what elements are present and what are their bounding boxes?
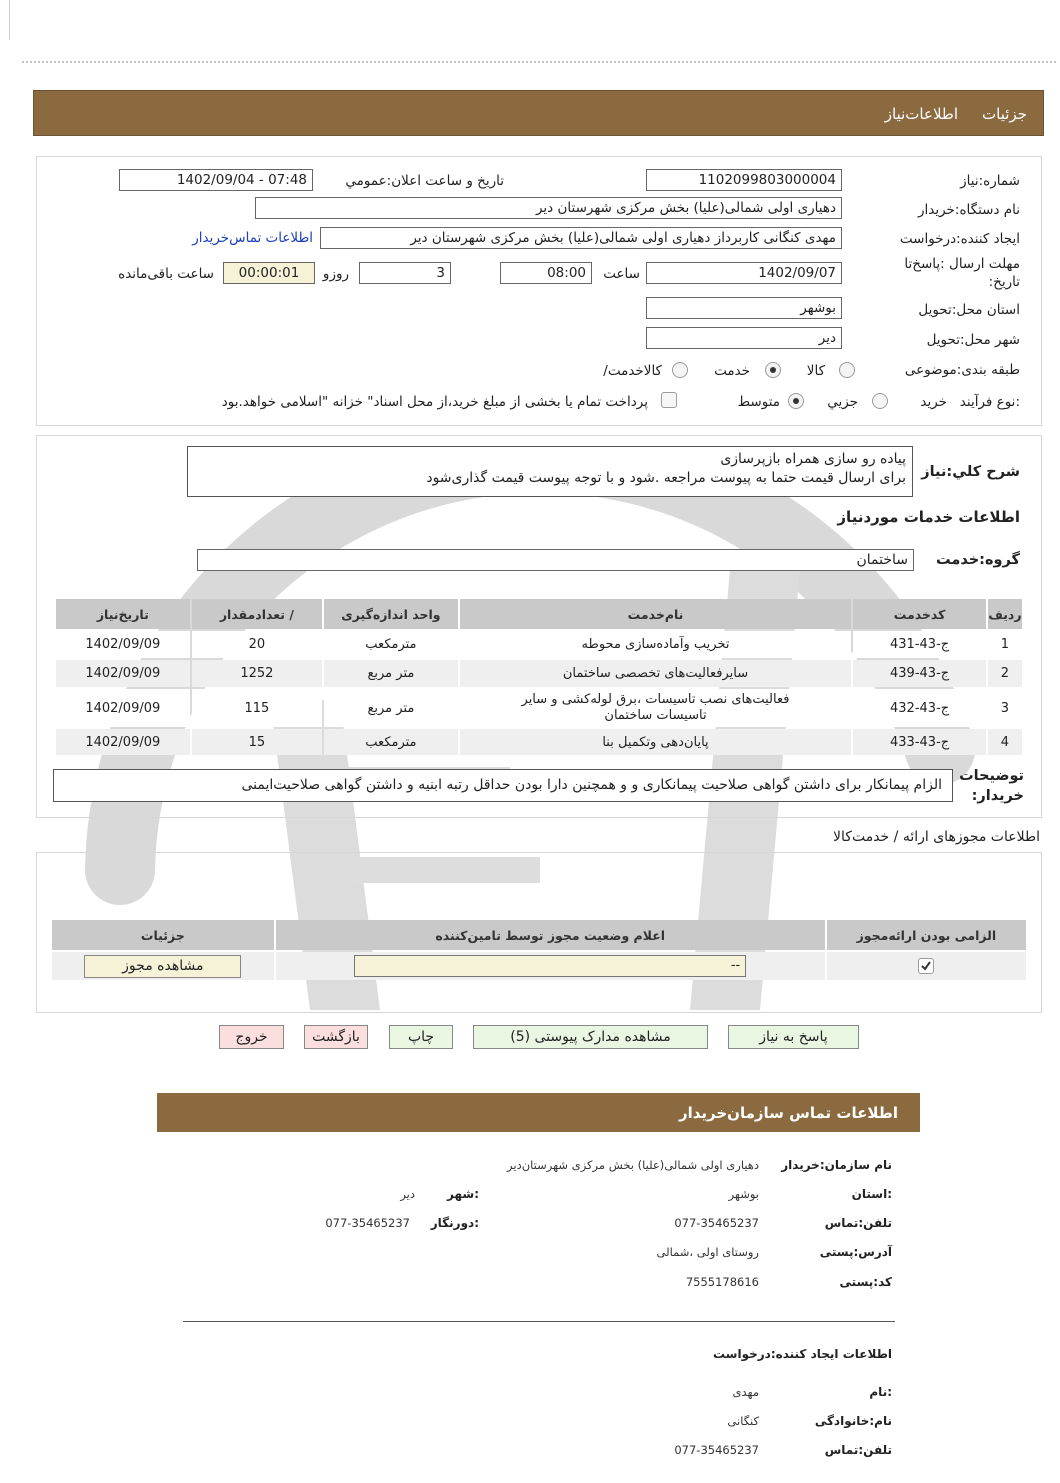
service-name: سایرفعالیت‌های تخصصی ساختمان: [460, 660, 852, 687]
deadline-label-2: :تاریخ: [988, 274, 1020, 290]
service-code: ج-43-439: [853, 660, 986, 687]
deadline-time-field: 08:00: [500, 262, 592, 284]
service-qty: 15: [192, 729, 323, 755]
col-license-details: جزئیات: [52, 920, 274, 950]
service-unit: مترمکعب: [324, 631, 458, 658]
licenses-table: [50, 918, 1028, 982]
creator-last-name-value: کنگانی: [727, 1414, 759, 1428]
service-date: 1402/09/09: [56, 729, 190, 755]
tab-details[interactable]: جزئیات: [982, 105, 1027, 123]
days-field: 3: [359, 262, 451, 284]
contact-org-label: نام سازمان:خریدار: [781, 1158, 892, 1172]
service-group-label: گروه:خدمت: [936, 552, 1020, 568]
description-line-1: پیاده رو سازی همراه بازپرسازی: [720, 451, 906, 467]
table-row: [52, 952, 1026, 980]
creator-info-title: اطلاعات ایجاد کننده:درخواست: [712, 1347, 892, 1361]
days-label: روزو: [322, 266, 349, 282]
category-goods-service-label: /کالاخدمت: [603, 363, 662, 379]
category-goods-label: کالا: [806, 363, 825, 379]
buyer-notes-box: الزام پیمانکار برای داشتن گواهی صلاحیت پیمانکاری و و همچنین دارا بودن حداقل رتبه ابنیه و داشتن گواهی صلاحیت‌ایمنی: [53, 769, 953, 802]
description-box: [187, 446, 913, 497]
service-code: ج-43-431: [853, 631, 986, 658]
contact-address-value: روستای اولی ،شمالی: [656, 1245, 759, 1259]
license-details-cell: [52, 952, 274, 980]
view-license-button[interactable]: مشاهده مجوز: [84, 955, 241, 978]
announce-label: تاریخ و ساعت اعلان:عمومي: [345, 173, 504, 189]
contact-divider: [183, 1321, 895, 1322]
services-title: اطلاعات خدمات موردنیاز: [837, 508, 1020, 526]
remaining-label: ساعت باقی‌مانده: [118, 266, 214, 282]
category-goods-service-radio[interactable]: [672, 362, 688, 378]
back-button[interactable]: بازگشت: [304, 1025, 368, 1049]
service-date: 1402/09/09: [56, 689, 190, 727]
license-status-field: --: [354, 955, 746, 977]
service-qty: 115: [192, 689, 323, 727]
contact-postal-value: 7555178616: [685, 1275, 759, 1289]
table-row: [56, 729, 1022, 755]
col-code: کدخدمت: [853, 599, 986, 629]
contact-province-label: :استان: [851, 1187, 892, 1201]
contact-fax-value: 077-35465237: [325, 1216, 410, 1230]
col-row: ردیف: [988, 599, 1022, 629]
contact-postal-label: کد:پستی: [839, 1275, 892, 1289]
contact-city-label: :شهر: [447, 1187, 479, 1201]
row-number: 2: [988, 660, 1022, 687]
col-unit: واحد اندازه‌گیری: [324, 599, 458, 629]
service-name: فعالیت‌های نصب تاسیسات ،برق لوله‌کشی و سایر تاسیسات ساختمان: [460, 689, 852, 727]
checkmark-icon: [919, 959, 933, 973]
service-qty: 20: [192, 631, 323, 658]
attachments-button[interactable]: مشاهده مدارک پیوستی (5): [473, 1025, 708, 1049]
table-row: [56, 631, 1022, 658]
buyer-notes-label-2: :خریدار: [971, 788, 1024, 804]
deadline-date-field: 1402/09/07: [646, 262, 842, 284]
license-required-cell: [827, 952, 1026, 980]
page-left-border: [9, 0, 10, 40]
treasury-payment-checkbox[interactable]: [661, 392, 677, 408]
description-label: شرح کلي:نیاز: [921, 464, 1020, 480]
col-license-status: اعلام وضعیت مجوز توسط تامین‌کننده: [276, 920, 825, 950]
description-line-2: برای ارسال قیمت حتما به پیوست مراجعه .شود و با توجه پیوست قیمت گذاری‌شود: [426, 470, 906, 486]
creator-first-name-label: :نام: [869, 1385, 892, 1399]
buyer-contact-link[interactable]: اطلاعات تماس‌خریدار: [192, 230, 313, 246]
contact-phone-value: 077-35465237: [674, 1216, 759, 1230]
row-number: 4: [988, 729, 1022, 755]
service-name: پایان‌دهی وتکمیل بنا: [460, 729, 852, 755]
process-minor-radio[interactable]: [872, 393, 888, 409]
table-row: [56, 660, 1022, 687]
announce-field: 1402/09/04 - 07:48: [119, 169, 313, 191]
need-number-field: 1102099803000004: [646, 169, 842, 191]
contact-org-value: دهیاری اولی شمالی(علیا) بخش مرکزی شهرستان‌دیر: [507, 1158, 759, 1172]
service-code: ج-43-432: [853, 689, 986, 727]
need-number-label: شماره:نیاز: [960, 173, 1020, 189]
category-service-radio[interactable]: [765, 362, 781, 378]
city-label: شهر محل:تحویل: [926, 332, 1020, 348]
service-name: تخریب وآماده‌سازی محوطه: [460, 631, 852, 658]
service-code: ج-43-433: [853, 729, 986, 755]
service-unit: متر مربع: [324, 660, 458, 687]
col-qty: / تعدادمقدار: [192, 599, 323, 629]
row-number: 3: [988, 689, 1022, 727]
creator-first-name-value: مهدی: [732, 1385, 759, 1399]
remaining-time-field: 00:00:01: [223, 262, 315, 284]
service-date: 1402/09/09: [56, 631, 190, 658]
treasury-payment-note: پرداخت تمام یا بخشی از مبلغ خرید،از محل اسناد" خزانه "اسلامی خواهد.بود: [221, 394, 648, 410]
category-label: طبقه بندی:موضوعی: [904, 362, 1020, 378]
col-license-required: الزامی بودن ارائه‌مجوز: [827, 920, 1026, 950]
reply-button[interactable]: پاسخ به نیاز: [728, 1025, 859, 1049]
licenses-title: اطلاعات مجوزهای ارائه / خدمت‌کالا: [833, 829, 1040, 845]
time-label: ساعت: [603, 266, 640, 282]
creator-label: ایجاد کننده:درخواست: [899, 231, 1020, 247]
province-field: بوشهر: [646, 297, 842, 319]
row-number: 1: [988, 631, 1022, 658]
process-minor-label: جزيي: [827, 394, 858, 410]
service-date: 1402/09/09: [56, 660, 190, 687]
contact-address-label: آدرس:پستی: [819, 1245, 892, 1259]
top-dotted-divider: [22, 61, 1056, 63]
col-name: نام‌خدمت: [460, 599, 852, 629]
process-buy-label: خرید: [920, 394, 947, 410]
exit-button[interactable]: خروج: [219, 1025, 284, 1049]
category-service-label: خدمت: [714, 363, 750, 379]
col-date: تاریخ‌نیاز: [56, 599, 190, 629]
creator-phone-label: تلفن:تماس: [824, 1443, 892, 1457]
creator-last-name-label: نام:خانوادگی: [814, 1414, 892, 1428]
category-goods-radio[interactable]: [839, 362, 855, 378]
table-row: [56, 689, 1022, 727]
buyer-notes-label: توضیحات: [959, 768, 1024, 784]
service-unit: متر مربع: [324, 689, 458, 727]
city-field: دیر: [646, 327, 842, 349]
province-label: استان محل:تحویل: [918, 302, 1020, 318]
tab-need-info[interactable]: اطلاعات‌نیاز: [884, 105, 958, 123]
process-medium-label: متوسط: [737, 394, 780, 410]
services-table: [54, 597, 1024, 757]
service-unit: مترمکعب: [324, 729, 458, 755]
creator-field: مهدی کنگانی کاربرداز دهیاری اولی شمالی(علیا) بخش مرکزی شهرستان دیر: [320, 227, 842, 249]
service-qty: 1252: [192, 660, 323, 687]
deadline-label: مهلت ارسال :پاسخ‌تا: [904, 256, 1020, 272]
contact-fax-label: :دورنگار: [430, 1216, 479, 1230]
contact-province-value: بوشهر: [728, 1187, 759, 1201]
process-label: نوع فرآیند:: [959, 394, 1020, 410]
creator-phone-value: 077-35465237: [674, 1443, 759, 1457]
buyer-org-field: دهیاری اولی شمالی(علیا) بخش مرکزی شهرستان دیر: [255, 197, 842, 219]
license-status-cell: [276, 952, 825, 980]
contact-title: اطلاعات تماس سازمان‌خریدار: [678, 1104, 898, 1122]
print-button[interactable]: چاپ: [389, 1025, 453, 1049]
buyer-org-label: نام دستگاه:خریدار: [917, 202, 1020, 218]
contact-phone-label: تلفن:تماس: [824, 1216, 892, 1230]
service-group-field: ساختمان: [197, 549, 914, 571]
process-medium-radio[interactable]: [788, 393, 804, 409]
contact-city-value: دیر: [400, 1187, 415, 1201]
license-required-checkbox[interactable]: [918, 958, 934, 974]
